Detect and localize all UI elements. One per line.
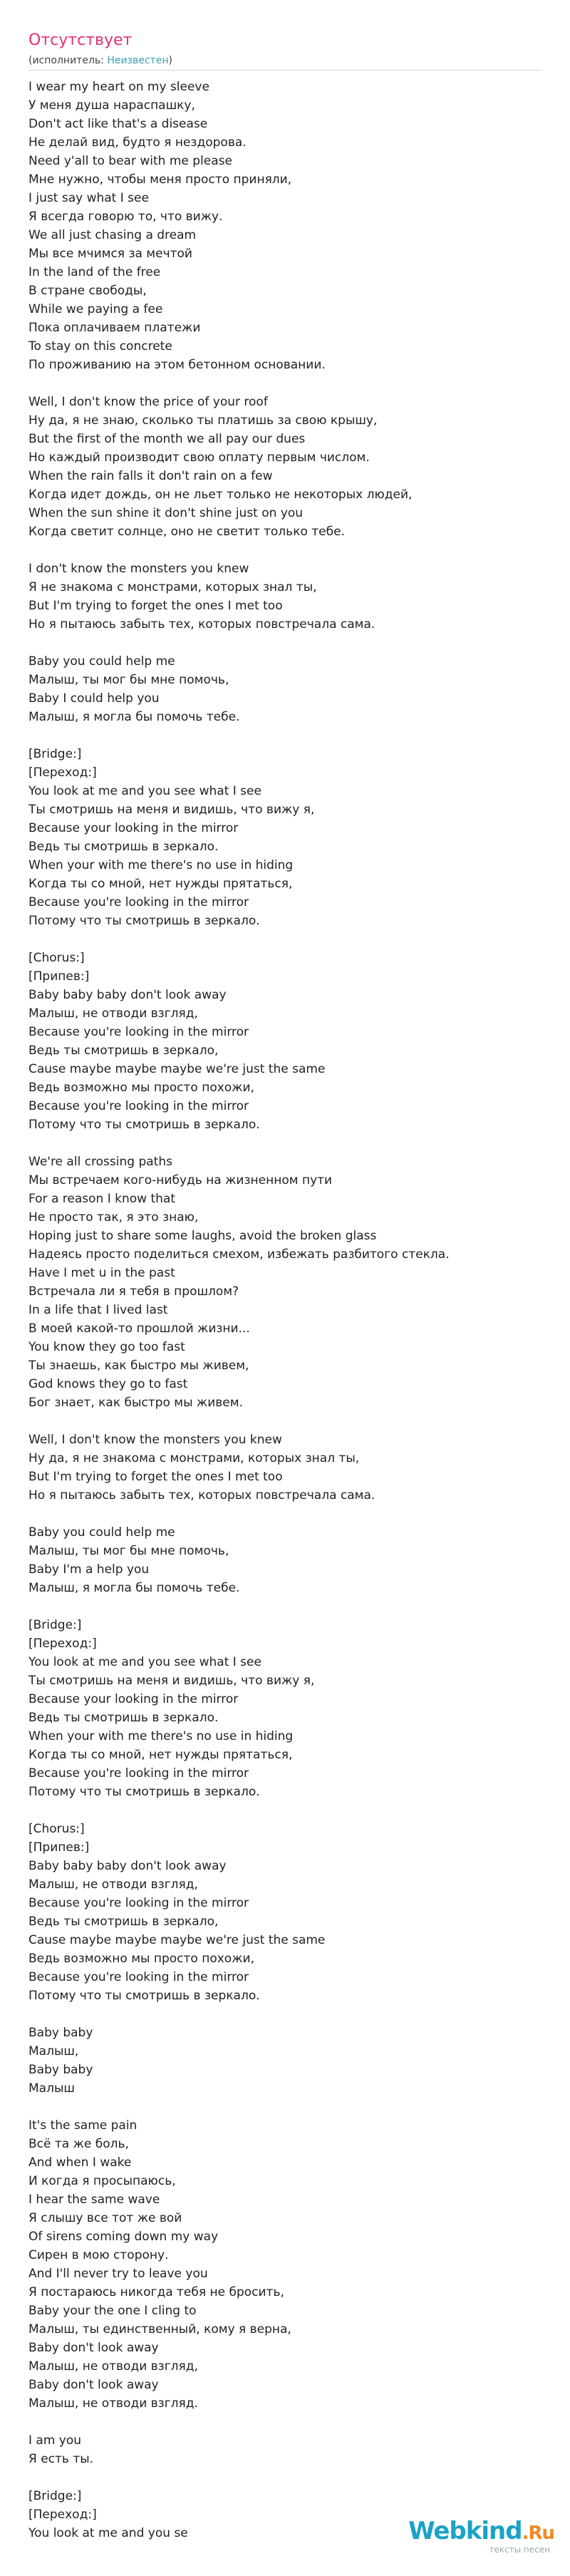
lyric-line: For a reason I know that [28,1192,175,1206]
lyric-line: We're all crossing paths [28,1155,172,1169]
lyric-line: I hear the same wave [28,2193,160,2207]
lyric-line: Because you're looking in the mirror [28,1766,249,1781]
lyric-line: Because you're looking in the mirror [28,895,249,910]
lyrics-stanza [28,560,542,634]
lyric-line: We all just chasing a dream [28,228,197,242]
lyric-line: Потому что ты смотришь в зеркало. [28,1118,260,1132]
lyric-line: In the land of the free [28,265,161,279]
lyric-line: Well, I don't know the monsters you knew [28,1433,282,1447]
lyric-line: Когда светит солнце, оно не светит только тебе. [28,525,345,539]
lyric-line: And when I wake [28,2155,132,2170]
lyric-line: Baby I could help you [28,691,160,706]
lyric-line: Малыш, ты мог бы мне помочь, [28,1544,229,1558]
lyric-line: Потому что ты смотришь в зеркало. [28,1785,260,1799]
lyric-line: Мы все мчимся за мечтой [28,247,192,261]
lyric-line: Because your looking in the mirror [28,1692,239,1706]
lyric-line: But the first of the month we all pay our dues [28,432,306,446]
lyric-line: You know they go too fast [28,1340,185,1354]
lyric-line: You look at me and you see what I see [28,784,261,798]
lyric-line: Малыш, я могла бы помочь тебе. [28,1581,240,1595]
lyrics-stanza [28,78,542,374]
artist-link[interactable]: Неизвестен [107,55,169,66]
lyric-line: Baby baby [28,2063,93,2077]
lyric-line: Но каждый производит свою оплату первым числом. [28,450,370,465]
lyric-line: Of sirens coming down my way [28,2230,219,2244]
lyric-line: Когда ты со мной, нет нужды прятаться, [28,877,293,891]
lyric-line: It's the same pain [28,2118,138,2133]
lyric-line: [Bridge:] [28,747,82,761]
logo-tagline: тексты песен [489,2545,550,2555]
lyric-line: Но я пытаюсь забыть тех, которых повстречала сама. [28,1488,375,1503]
lyric-line: Ведь ты смотришь в зеркало, [28,1915,219,1929]
lyric-line: Я всегда говорю то, что вижу. [28,210,223,224]
lyric-line: Ведь возможно мы просто похожи, [28,1081,254,1095]
lyric-line: Baby I'm a help you [28,1562,150,1577]
lyric-line: Need y'all to bear with me please [28,154,232,168]
lyric-line: Baby baby baby don't look away [28,988,227,1002]
meta-suffix: ) [168,55,172,66]
lyric-line: Надеясь просто поделиться смехом, избежать разбитого стекла. [28,1247,450,1262]
lyric-line: [Bridge:] [28,1618,82,1632]
logo-brand: Webkind [408,2517,522,2545]
lyric-line: Малыш, [28,2044,79,2059]
lyric-line: I am you [28,2433,82,2448]
song-meta [28,54,542,67]
lyric-line: Baby baby baby don't look away [28,1859,227,1873]
lyric-line: Ведь ты смотришь в зеркало. [28,840,219,854]
lyric-line: Потому что ты смотришь в зеркало. [28,1989,260,2003]
lyrics-stanza [28,2024,542,2098]
lyric-line: Мы встречаем кого-нибудь на жизненном пути [28,1173,333,1187]
lyric-line: Я постараюсь никогда тебя не бросить, [28,2285,284,2299]
lyric-line: [Переход:] [28,766,97,780]
lyric-line: Малыш, я могла бы помочь тебе. [28,710,240,724]
lyric-line: To stay on this concrete [28,339,172,354]
lyric-line: Baby don't look away [28,2378,159,2392]
lyric-line: Hoping just to share some laughs, avoid the broken glass [28,1229,377,1243]
lyric-line: But I'm trying to forget the ones I met too [28,1470,283,1484]
lyric-line: Бог знает, как быстро мы живем. [28,1396,243,1410]
lyrics-stanza [28,1523,542,1597]
lyrics-stanza [28,745,542,930]
lyric-line: Всё та же боль, [28,2137,129,2151]
logo-wordmark [408,2518,554,2546]
lyric-line: Я есть ты. [28,2452,94,2466]
lyric-line: Baby you could help me [28,1525,175,1540]
lyric-line: В стране свободы, [28,284,147,298]
lyric-line: Don't act like that's a disease [28,117,208,131]
lyrics-stanza [28,2116,542,2413]
lyric-line: When the sun shine it don't shine just on you [28,506,304,520]
lyric-line: Малыш, не отводи взгляд. [28,2396,198,2411]
lyric-line: When your with me there's no use in hiding [28,1729,294,1743]
lyric-line: Because your looking in the mirror [28,821,239,835]
lyric-line: Because you're looking in the mirror [28,1099,249,1113]
lyric-line: I don't know the monsters you knew [28,562,249,576]
lyric-line: [Bridge:] [28,2489,82,2503]
lyric-line: Well, I don't know the price of your roof [28,395,268,409]
lyrics-stanza [28,949,542,1134]
lyric-line: Встречала ли я тебя в прошлом? [28,1284,239,1299]
lyric-line: Когда идет дождь, он не льет только не некоторых людей, [28,488,413,502]
meta-prefix: (исполнитель: [28,55,108,66]
lyric-line: Пока оплачиваем платежи [28,321,201,335]
lyric-line: Baby baby [28,2026,93,2040]
logo-tld: .Ru [522,2523,554,2544]
lyric-line: Baby don't look away [28,2341,159,2355]
lyric-line: Малыш, ты мог бы мне помочь, [28,673,229,687]
lyric-line: Сирен в мою сторону. [28,2248,169,2262]
lyric-line: В моей какой-то прошлой жизни... [28,1322,250,1336]
lyric-line: Ты смотришь на меня и видишь, что вижу я, [28,803,315,817]
lyric-line: Я не знакома с монстрами, которых знал ты, [28,580,317,594]
lyric-line: У меня душа нараспашку, [28,98,195,113]
lyrics-body [28,78,542,2542]
lyric-line: Cause maybe maybe maybe we're just the same [28,1933,326,1947]
lyric-line: Baby you could help me [28,654,175,669]
lyrics-stanza [28,393,542,541]
lyrics-stanza [28,652,542,726]
lyric-line: Когда ты со мной, нет нужды прятаться, [28,1748,293,1762]
lyric-line: I wear my heart on my sleeve [28,80,209,94]
lyric-line: Потому что ты смотришь в зеркало. [28,914,260,928]
lyric-line: Have I met u in the past [28,1266,175,1280]
lyric-line: You look at me and you se [28,2526,188,2540]
lyric-line: По проживанию на этом бетонном основании. [28,358,326,372]
lyric-line: И когда я просыпаюсь, [28,2174,176,2188]
lyric-line: Because you're looking in the mirror [28,1970,249,1984]
lyric-line: Ведь ты смотришь в зеркало, [28,1044,219,1058]
lyric-line: Малыш, не отводи взгляд, [28,1006,198,1021]
lyric-line: Ведь возможно мы просто похожи, [28,1952,254,1966]
lyric-line: But I'm trying to forget the ones I met too [28,599,283,613]
lyric-line: Не делай вид, будто я нездорова. [28,135,247,150]
lyrics-stanza [28,1153,542,1412]
lyrics-stanza [28,2431,542,2468]
lyric-line: [Chorus:] [28,951,85,965]
lyrics-stanza [28,1820,542,2005]
lyric-line: Ну да, я не знакома с монстрами, которых знал ты, [28,1451,360,1465]
lyric-line: In a life that I lived last [28,1303,168,1317]
lyric-line: Но я пытаюсь забыть тех, которых повстречала сама. [28,617,375,632]
lyric-line: [Переход:] [28,2508,97,2522]
lyric-line: Не просто так, я это знаю, [28,1210,199,1225]
lyric-line: Я слышу все тот же вой [28,2211,182,2225]
lyric-line: Cause maybe maybe maybe we're just the same [28,1062,326,1076]
lyric-line: [Chorus:] [28,1822,85,1836]
lyric-line: [Припев:] [28,1840,90,1855]
lyric-line: Ведь ты смотришь в зеркало. [28,1711,219,1725]
lyric-line: Малыш, не отводи взгляд, [28,1877,198,1892]
lyric-line: Ты смотришь на меня и видишь, что вижу я, [28,1674,315,1688]
lyric-line: Малыш [28,2081,75,2096]
lyric-line: You look at me and you see what I see [28,1655,261,1669]
lyric-line: Малыш, ты единственный, кому я верна, [28,2322,291,2337]
lyric-line: Ну да, я не знаю, сколько ты платишь за свою крышу, [28,413,378,428]
lyrics-stanza [28,1616,542,1801]
lyric-line: When the rain falls it don't rain on a few [28,469,273,483]
lyric-line: Малыш, не отводи взгляд, [28,2359,198,2374]
lyric-line: [Припев:] [28,969,90,984]
lyric-line: And I'll never try to leave you [28,2267,208,2281]
divider [28,70,542,71]
lyric-line: Ты знаешь, как быстро мы живем, [28,1359,249,1373]
lyric-line: Because you're looking in the mirror [28,1025,249,1039]
site-logo[interactable] [408,2518,554,2555]
lyric-line: [Переход:] [28,1637,97,1651]
lyric-line: God knows they go to fast [28,1377,188,1391]
song-title: Отсутствует [28,31,133,49]
lyric-line: I just say what I see [28,191,149,205]
lyric-line: Мне нужно, чтобы меня просто приняли, [28,172,292,187]
lyrics-stanza [28,1431,542,1505]
lyric-line: While we paying a fee [28,302,163,316]
lyric-line: When your with me there's no use in hiding [28,858,294,872]
lyric-line: Because you're looking in the mirror [28,1896,249,1910]
lyric-line: Baby your the one I cling to [28,2304,197,2318]
